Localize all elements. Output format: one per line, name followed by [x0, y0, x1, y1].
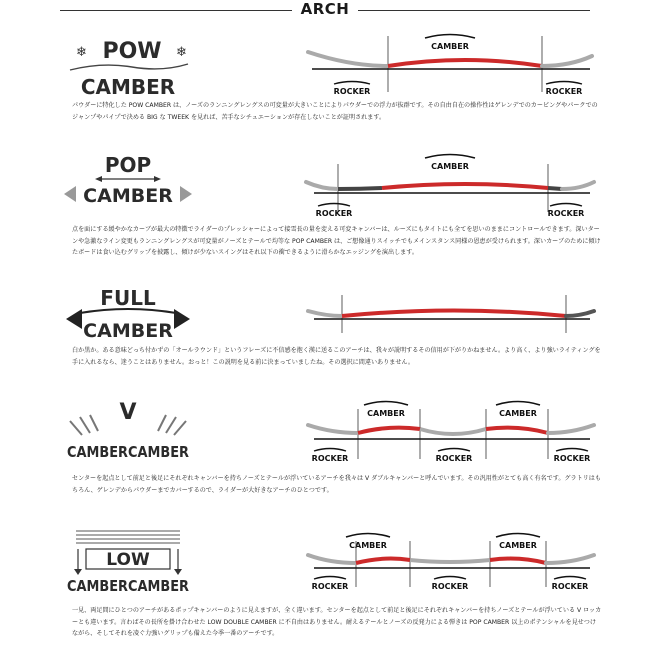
rocker-arc-icon — [556, 449, 588, 452]
section-full-camber — [0, 285, 650, 380]
rocker-label-left: ROCKER — [311, 582, 349, 591]
tail-rocker — [548, 425, 594, 433]
rocker-arc-icon — [550, 204, 582, 207]
tail-rocker — [562, 182, 594, 189]
v-camber-logo — [62, 397, 194, 469]
nose-transition — [338, 188, 382, 189]
header-rule-right — [358, 10, 590, 11]
rocker-arc-icon — [318, 204, 350, 207]
rocker-label-right: ROCKER — [545, 87, 583, 96]
swoosh-line — [70, 64, 188, 70]
nose-rocker — [308, 425, 358, 433]
camber-label-right: CAMBER — [499, 541, 537, 550]
full-camber-logo — [62, 285, 194, 345]
arrow-left-icon — [95, 176, 102, 182]
arrow-right-icon — [174, 309, 190, 329]
rocker-arc-icon — [334, 82, 370, 85]
camber-label-left: CAMBER — [349, 541, 387, 550]
camber-left — [356, 559, 410, 563]
rocker-label-right: ROCKER — [547, 209, 585, 218]
logo-line1: POW — [102, 39, 162, 64]
speed-lines-icon — [158, 415, 186, 435]
camber-right — [490, 559, 546, 563]
logo-line1: POP — [104, 153, 152, 177]
logo-line2: CAMBERCAMBER — [67, 577, 190, 595]
rocker-arc-icon — [314, 577, 346, 580]
tail-tip — [566, 311, 594, 316]
low-camber-description: 一見、両足間にひとつのアーチがあるポップキャンバーのように見えますが、全く違います。センターを起点として前足と後足にそれぞれキャンバーを持ちノーズとテールが浮いている V ロッカーとも違います。言わばその長所を掛け合わせた LOW DOUBLE CAMBER に不自由はありません。耐えるテールとノーズの反発力による弾きは POP CAMBER 以上のポテンシャルを見せつけながら、そしてそれを凌ぐ力強いグリップも備えた今季一番のアーチです。 — [72, 607, 602, 637]
header-rule-left — [60, 10, 292, 11]
rocker-label-left: ROCKER — [315, 209, 353, 218]
pow-camber-diagram — [300, 26, 600, 102]
camber-arc-icon — [364, 402, 408, 406]
arrow-down-icon — [174, 569, 182, 575]
pop-camber-logo — [62, 150, 194, 216]
camber-label-right: CAMBER — [499, 409, 537, 418]
arrow-right-icon — [154, 176, 161, 182]
logo-line1: FULL — [100, 286, 156, 310]
pop-camber-diagram — [300, 150, 600, 224]
v-camber-description: センターを起点として前足と後足にそれぞれキャンバーを持ちノーズとテールが浮いているアーチを我々は V ダブルキャンバーと呼んでいます。その汎用性がとても高く有名です。グラトリはもちろん、ゲレンデからパウダーまでカバーするので、ライダーが大好きなアーチのひとつです。 — [72, 475, 601, 494]
rocker-label-center: ROCKER — [435, 454, 473, 463]
tail-rocker — [546, 555, 594, 563]
camber-label-left: CAMBER — [367, 409, 405, 418]
chevron-left-icon — [64, 186, 76, 202]
rocker-arc-icon — [434, 577, 466, 580]
nose-rocker — [308, 52, 388, 66]
logo-line2: CAMBER — [83, 185, 173, 207]
rocker-arc-icon — [546, 82, 582, 85]
low-camber-diagram — [300, 525, 600, 599]
camber-left — [358, 428, 420, 433]
nose-rocker — [306, 182, 338, 189]
tail-transition — [548, 188, 562, 189]
pop-camber-description: 点を面にする緩やかなカーブが最大の特徴でライダーのプレッシャーによって接雪長の量を変える可変キャンバーは、ルーズにもタイトにも全てを思いのままにコントロールできます。深いターンや急激なライン変更もランニングレングスが可変量がノーズとテールで均等な POP CAMBER は、ご想像通りスイッチでもメインスタンス同様の恩恵が受けられます。深いカーブのために傾けたボードは食い込むグリップを披露し、傾けが少ないスイングはそれ以下の衝できるように滑らかなエッジングを演出します。 — [72, 226, 601, 256]
arrow-left-icon — [66, 309, 82, 329]
rocker-label-center: ROCKER — [431, 582, 469, 591]
page-title: ARCH — [300, 0, 350, 18]
pow-camber-logo — [62, 34, 194, 98]
rocker-arc-icon — [314, 449, 346, 452]
logo-line2: CAMBER — [83, 320, 173, 342]
camber-arc-icon — [425, 35, 475, 39]
rocker-label-left: ROCKER — [333, 87, 371, 96]
logo-line2: CAMBERCAMBER — [67, 443, 190, 461]
tail-rocker — [542, 56, 592, 66]
camber-section — [382, 184, 548, 188]
camber-arc-icon — [346, 534, 390, 538]
snowflake-icon: ❄ — [76, 45, 87, 60]
chevron-right-icon — [180, 186, 192, 202]
camber-section — [388, 60, 542, 66]
logo-line1: LOW — [106, 550, 150, 570]
v-camber-diagram — [300, 397, 600, 471]
camber-section — [342, 311, 566, 317]
rocker-label-right: ROCKER — [551, 582, 589, 591]
section-low-camber — [0, 525, 650, 650]
rocker-label-left: ROCKER — [311, 454, 349, 463]
camber-right — [486, 428, 548, 433]
logo-line2: CAMBER — [80, 75, 176, 99]
arch-line — [80, 309, 176, 313]
arrow-down-icon — [74, 569, 82, 575]
rocker-arc-icon — [554, 577, 586, 580]
camber-arc-icon — [496, 534, 540, 538]
snowflake-icon: ❄ — [176, 45, 187, 60]
camber-label: CAMBER — [431, 162, 469, 171]
camber-label: CAMBER — [431, 42, 469, 51]
section-v-camber — [0, 397, 650, 509]
center-rocker — [420, 429, 486, 434]
camber-arc-icon — [425, 155, 475, 159]
logo-line1: V — [119, 400, 137, 425]
section-pow-camber — [0, 26, 650, 130]
nose-rocker — [308, 555, 356, 563]
camber-arc-icon — [496, 402, 540, 406]
full-camber-diagram — [300, 285, 600, 345]
center-flat — [410, 560, 490, 562]
speed-lines-icon — [70, 415, 98, 435]
full-camber-description: 白か黒か。ある意味どっち付かずの「オールラウンド」というフレーズに不信感を抱く漢に送るこのアーチは、我々が説明するその信用が下がりかねません。より高く、より強いライティングを手に入れるなら、迷うことはありません。おっと！この説明を見る前に決まっていましたね。その選択に間違いありません。 — [72, 347, 601, 366]
section-pop-camber — [0, 150, 650, 276]
rocker-label-right: ROCKER — [553, 454, 591, 463]
nose-tip — [308, 311, 342, 316]
rocker-arc-icon — [438, 449, 470, 452]
low-camber-logo — [62, 525, 194, 599]
pow-camber-description: パウダーに特化した POW CAMBER は、ノーズのランニングレングスの可変量が大きいことによりパウダーでの浮力が抜群です。その自由自在の操作性はゲレンデでのカービングやパークでのジャンプやパイプで決める BIG な TWEEK を見れば、苦手なシチュエーションが存在しないことが証明されます。 — [72, 102, 598, 121]
arch-header — [0, 0, 650, 26]
